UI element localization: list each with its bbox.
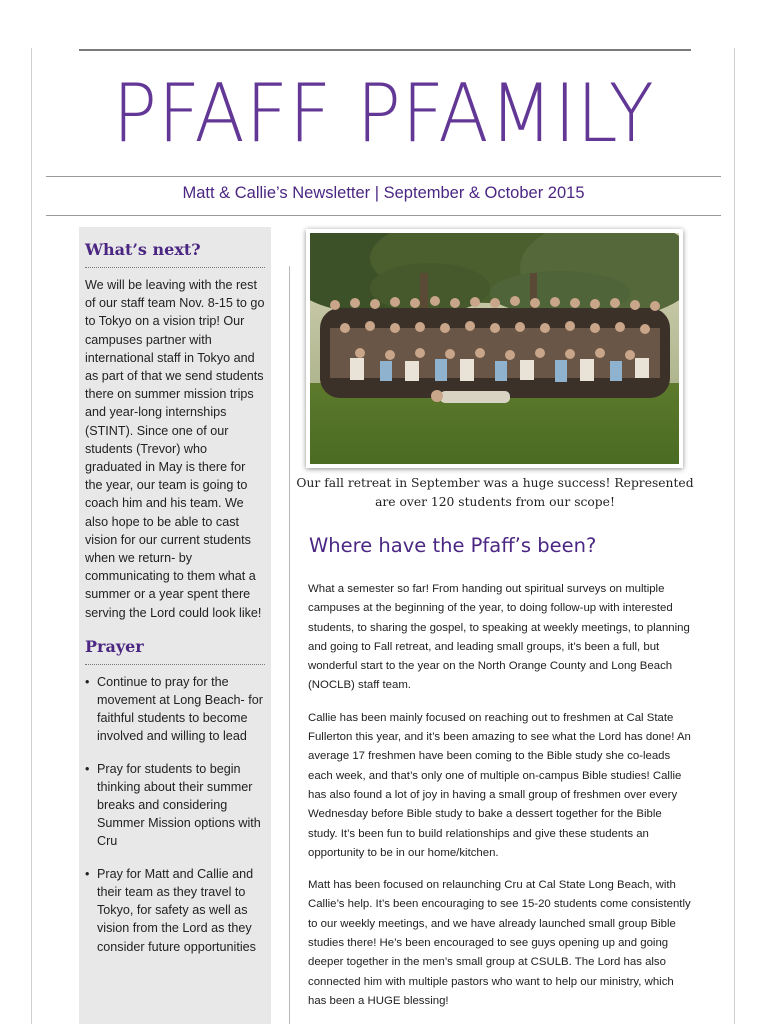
masthead-title: PFAFF PFAMILY — [112, 67, 656, 160]
prayer-item — [85, 673, 265, 746]
subtitle-rule-bottom — [46, 215, 721, 216]
bullet-icon: • — [85, 761, 90, 776]
page-edge-left — [31, 48, 32, 1024]
article-body — [308, 580, 693, 1024]
prayer-heading: Prayer — [85, 636, 144, 656]
prayer-list — [85, 673, 265, 956]
section-title: Where have the Pfaff’s been? — [309, 534, 597, 557]
prayer-item-text: Pray for Matt and Callie and their team as they travel to Tokyo, for safety as well as vision from the Lord as they consider future opportunities — [97, 866, 256, 954]
column-divider — [289, 266, 290, 1024]
bullet-icon: • — [85, 674, 90, 689]
group-photo-image — [310, 233, 679, 464]
page-edge-right — [734, 48, 735, 1024]
paragraph: Matt has been focused on relaunching Cru at Cal State Long Beach, with Callie’s help. It’s been encouraging to see 15-20 students come consistently to our weekly meetings, and we have already launched small group Bible studies there! He’s been encouraged to see guys opening up and going deeper together in the men’s small group at CSULB. The Lord has also connected him with multiple pastors who want to help our ministry, which has been a HUGE blessing! — [308, 879, 691, 1007]
paragraph: What a semester so far! From handing out spiritual surveys on multiple campuses at the beginning of the year, to doing follow-up with interested students, to sharing the gospel, to speaking at weekly meetings, to planning and going to Fall retreat, and leading small groups, it’s been a full, but wonderful start to the year on the North Orange County and Long Beach (NOCLB) staff team. — [308, 583, 690, 692]
prayer-item — [85, 865, 265, 956]
sidebar — [79, 227, 271, 1024]
group-photo — [306, 229, 683, 468]
divider — [85, 267, 265, 268]
whats-next-text: We will be leaving with the rest of our staff team Nov. 8-15 to go to Tokyo on a vision trip! Our campuses partner with international staff in Tokyo and as part of that we send students there on summer mission trips and year-long internships (STINT). Since one of our students (Trevor) who graduated in May is there for the year, our team is going to coach him and his team. We also hope to be able to cast vision for our current students when we return- by communicating to them what a summer or a year spent there serving the Lord could look like! — [85, 278, 265, 620]
whats-next-heading: What’s next? — [85, 240, 201, 259]
prayer-item-text: Pray for students to begin thinking about their summer breaks and considering Summer Mission options with Cru — [97, 761, 261, 849]
prayer-item-text: Continue to pray for the movement at Long Beach- for faithful students to become involved and willing to lead — [97, 674, 263, 744]
subtitle-rule-top — [46, 176, 721, 177]
divider — [85, 664, 265, 665]
top-rule — [79, 49, 691, 51]
paragraph: Callie has been mainly focused on reaching out to freshmen at Cal State Fullerton this year, and it’s been amazing to see what the Lord has done! An average 17 freshmen have been coming to the Bible study she co-leads each week, and that’s only one of multiple on-campus Bible studies! Callie has also found a lot of joy in having a small group of freshmen over every Wednesday before Bible study to bake a dessert together for the Bible study. It’s been fun to build relationships and give these students an opportunity to be in our home/kitchen. — [308, 711, 691, 859]
prayer-item — [85, 760, 265, 851]
bullet-icon: • — [85, 866, 90, 881]
photo-caption: Our fall retreat in September was a huge success! Represented are over 120 students from our scope! — [296, 476, 694, 509]
newsletter-subtitle: Matt & Callie’s Newsletter | September & October 2015 — [182, 184, 585, 202]
